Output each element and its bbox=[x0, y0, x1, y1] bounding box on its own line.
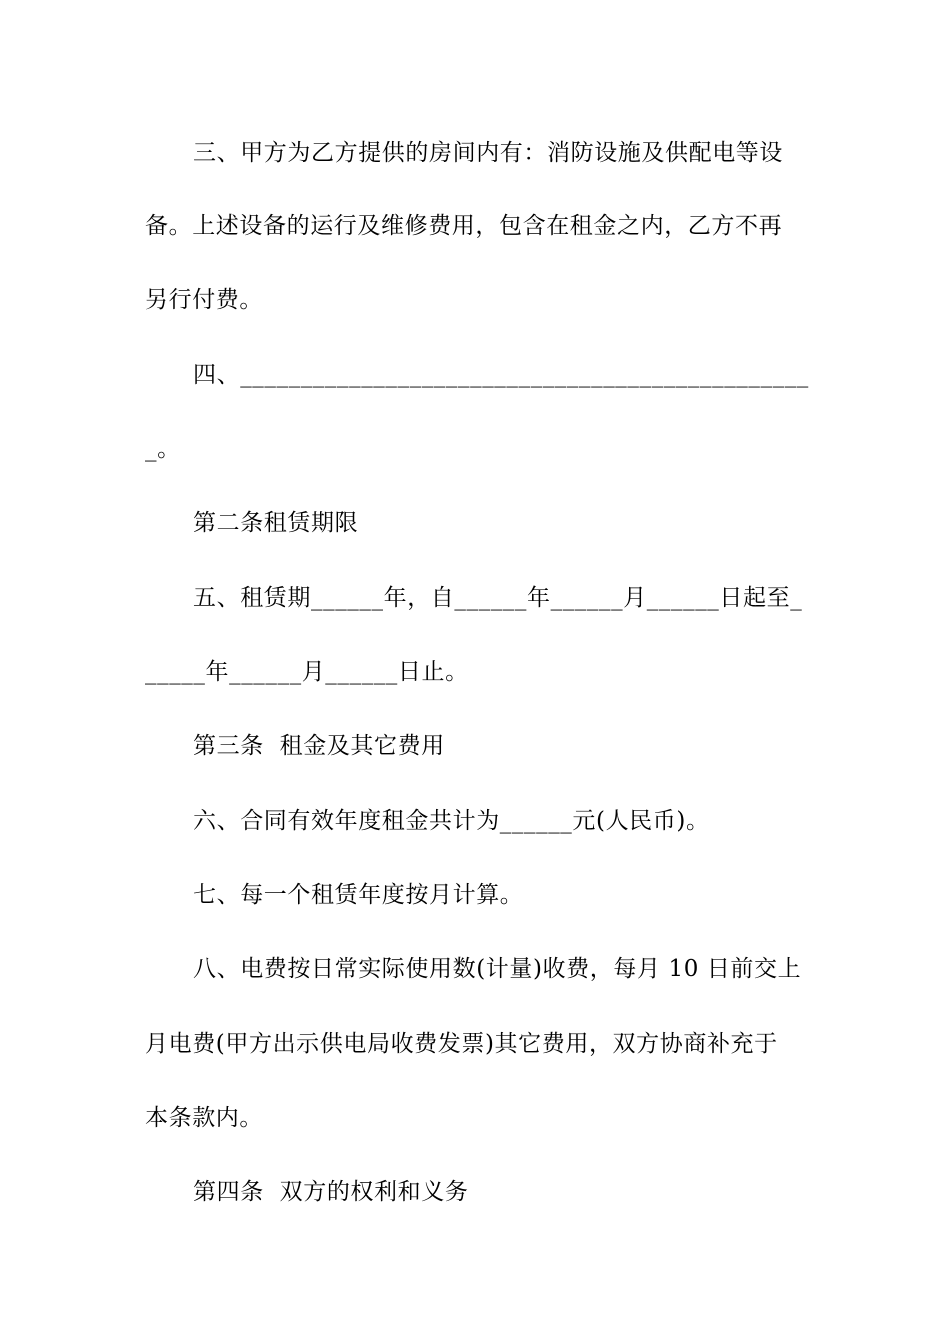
clause-6: 六、合同有效年度租金共计为______元(人民币)。 bbox=[193, 808, 710, 834]
article-3-heading: 第三条 租金及其它费用 bbox=[193, 733, 445, 759]
clause-5-line-1: 五、租赁期______年，自______年______月______日起至_ bbox=[193, 585, 803, 611]
clause-8-line-1: 八、电费按日常实际使用数(计量)收费，每月 10 日前交上 bbox=[193, 956, 802, 982]
clause-3-line-3: 另行付费。 bbox=[145, 287, 263, 313]
clause-3-line-2: 备。上述设备的运行及维修费用，包含在租金之内，乙方不再 bbox=[145, 213, 783, 239]
article-4-heading: 第四条 双方的权利和义务 bbox=[193, 1179, 469, 1205]
clause-5-line-2: _____年______月______日止。 bbox=[145, 659, 469, 685]
clause-8-line-3: 本条款内。 bbox=[145, 1105, 263, 1131]
clause-8-line-2: 月电费(甲方出示供电局收费发票)其它费用，双方协商补充于 bbox=[145, 1031, 778, 1057]
clause-4-line-2: _。 bbox=[145, 436, 181, 462]
clause-3-line-1: 三、甲方为乙方提供的房间内有：消防设施及供配电等设 bbox=[193, 140, 783, 166]
clause-7: 七、每一个租赁年度按月计算。 bbox=[193, 882, 524, 908]
clause-4-line-1: 四、_______________________________________________ bbox=[193, 362, 809, 388]
article-2-heading: 第二条租赁期限 bbox=[193, 510, 359, 536]
